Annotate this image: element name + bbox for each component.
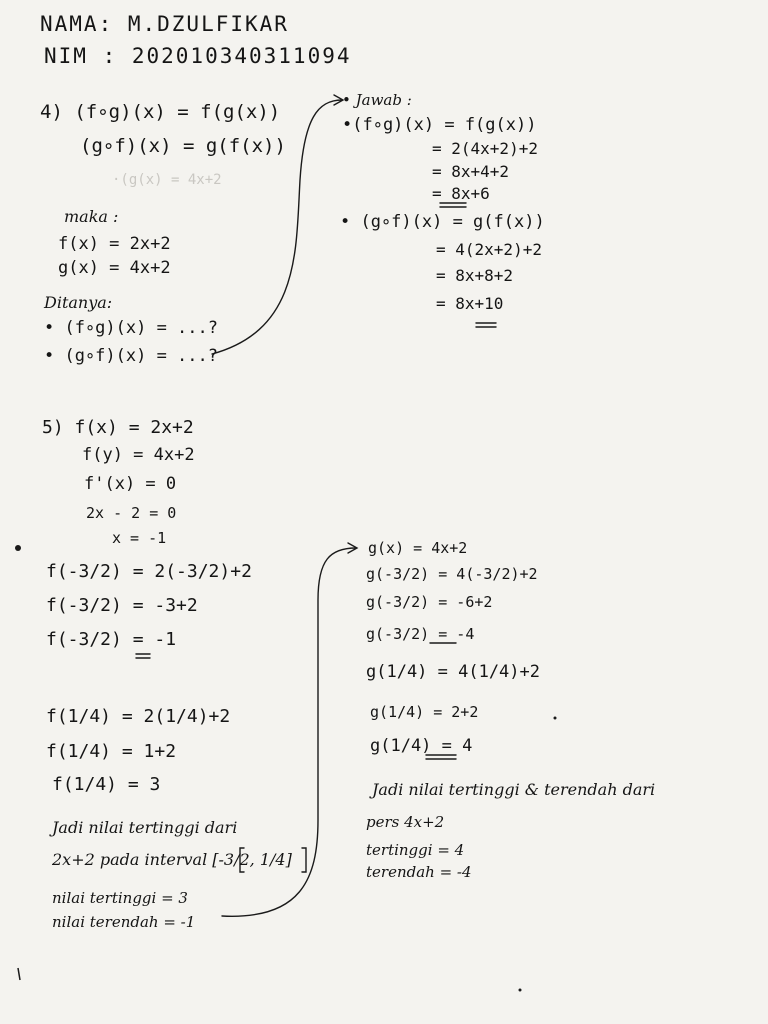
q5-g-line-3: g(-3/2) = -6+2 — [366, 593, 493, 611]
q5-g-line-8: Jadi nilai tertinggi & terendah dari — [372, 780, 656, 799]
q5-line-1: 5) f(x) = 2x+2 — [42, 417, 194, 438]
q4-line-3: ·(g(x) = 4x+2 — [112, 172, 222, 188]
q4-line-9: • (g∘f)(x) = ...? — [44, 346, 218, 366]
margin-dot-right — [554, 717, 557, 720]
q5-line-10: f(1/4) = 1+2 — [46, 741, 177, 762]
q5-line-14: nilai tertinggi = 3 — [52, 889, 188, 907]
interval-bracket-right — [302, 848, 306, 872]
margin-mark-left — [15, 545, 21, 551]
q4-line-6: g(x) = 4x+2 — [58, 258, 171, 278]
q5-line-7: f(-3/2) = -3+2 — [46, 595, 198, 616]
q4-answer-6: • (g∘f)(x) = g(f(x)) — [340, 212, 545, 232]
q5-g-line-4: g(-3/2) = -4 — [366, 625, 475, 643]
q4-answer-3: = 2(4x+2)+2 — [432, 139, 538, 158]
q5-line-15: nilai terendah = -1 — [52, 913, 196, 931]
q4-answer-1: • Jawab : — [342, 91, 412, 109]
q5-g-line-7: g(1/4) = 4 — [370, 736, 473, 756]
q4-answer-8: = 8x+8+2 — [436, 266, 514, 285]
q5-g-line-10: tertinggi = 4 — [366, 841, 465, 859]
q5-g-line-5: g(1/4) = 4(1/4)+2 — [366, 662, 540, 682]
student-name: NAMA: M.DZULFIKAR — [40, 12, 289, 36]
q5-line-11: f(1/4) = 3 — [52, 774, 161, 795]
q5-line-2: f(y) = 4x+2 — [82, 445, 195, 465]
q5-line-3: f'(x) = 0 — [84, 474, 177, 494]
q4-line-5: f(x) = 2x+2 — [58, 234, 171, 254]
margin-dot-bottom — [519, 989, 522, 992]
q4-line-4: maka : — [64, 207, 119, 226]
q4-line-8: • (f∘g)(x) = ...? — [44, 318, 218, 338]
q5-line-5: x = -1 — [112, 529, 167, 547]
arrow-head-q5 — [348, 543, 357, 553]
underline-8x10 — [476, 323, 496, 327]
q5-line-13: 2x+2 pada interval [-3/2, 1/4] — [52, 850, 292, 869]
q5-line-4: 2x - 2 = 0 — [86, 504, 177, 522]
q4-answer-5: = 8x+6 — [432, 184, 490, 203]
q5-g-line-9: pers 4x+2 — [366, 813, 445, 831]
q4-answer-7: = 4(2x+2)+2 — [436, 240, 542, 259]
student-nim: NIM : 202010340311094 — [44, 44, 352, 68]
underline-minus1 — [136, 654, 150, 658]
q5-line-8: f(-3/2) = -1 — [46, 629, 177, 650]
q4-answer-9: = 8x+10 — [436, 294, 504, 313]
margin-tick — [18, 968, 20, 980]
q4-line-1: 4) (f∘g)(x) = f(g(x)) — [40, 101, 281, 123]
q5-g-line-6: g(1/4) = 2+2 — [370, 703, 479, 721]
q4-answer-4: = 8x+4+2 — [432, 162, 510, 181]
q4-line-2: (g∘f)(x) = g(f(x)) — [80, 135, 286, 157]
q5-line-9: f(1/4) = 2(1/4)+2 — [46, 706, 231, 727]
q5-g-line-2: g(-3/2) = 4(-3/2)+2 — [366, 565, 538, 583]
q4-answer-2: •(f∘g)(x) = f(g(x)) — [342, 115, 537, 135]
q5-g-line-1: g(x) = 4x+2 — [368, 539, 468, 557]
q5-g-line-11: terendah = -4 — [366, 863, 472, 881]
q4-line-7: Ditanya: — [44, 293, 113, 312]
q5-line-12: Jadi nilai tertinggi dari — [52, 818, 238, 837]
q5-line-6: f(-3/2) = 2(-3/2)+2 — [46, 561, 252, 582]
